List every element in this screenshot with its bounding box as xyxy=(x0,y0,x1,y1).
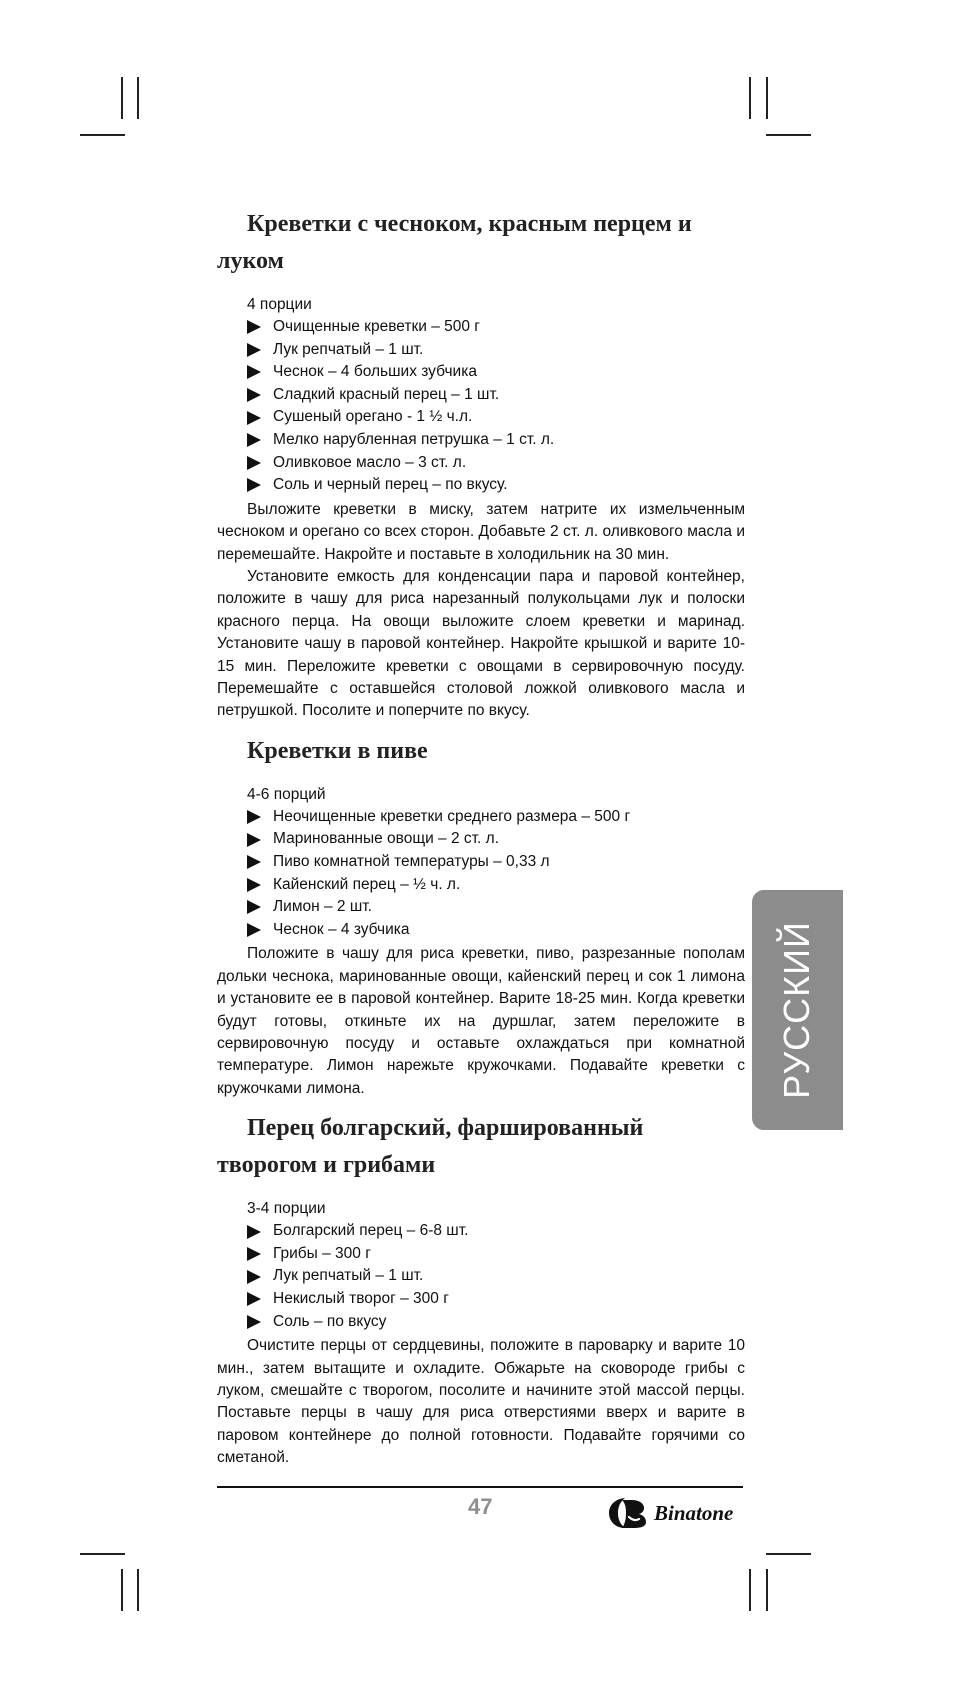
binatone-logo-icon xyxy=(608,1496,650,1530)
ingredient-item: Кайенский перец – ½ ч. л. xyxy=(247,874,745,897)
triangle-bullet-icon xyxy=(247,433,261,447)
ingredient-item: Неочищенные креветки среднего размера – 500 г xyxy=(247,806,745,829)
ingredient-item: Некислый творог – 300 г xyxy=(247,1288,745,1311)
ingredient-list xyxy=(247,806,745,942)
triangle-bullet-icon xyxy=(247,343,261,357)
triangle-bullet-icon xyxy=(247,1225,261,1239)
ingredient-item: Сушеный орегано - 1 ½ ч.л. xyxy=(247,406,745,429)
portions: 4 порции xyxy=(247,296,312,313)
ingredient-item: Болгарский перец – 6-8 шт. xyxy=(247,1220,745,1243)
recipe-stuffed-pepper xyxy=(217,1110,745,1469)
triangle-bullet-icon xyxy=(247,456,261,470)
portions: 3-4 порции xyxy=(247,1200,326,1218)
crop-mark xyxy=(80,134,125,136)
crop-mark xyxy=(766,1569,768,1611)
triangle-bullet-icon xyxy=(247,878,261,892)
footer-rule xyxy=(217,1486,743,1488)
ingredient-item: Оливковое масло – 3 ст. л. xyxy=(247,452,745,475)
crop-mark xyxy=(121,77,123,119)
triangle-bullet-icon xyxy=(247,365,261,379)
ingredient-item: Соль – по вкусу xyxy=(247,1311,745,1334)
page-content xyxy=(217,206,745,1470)
triangle-bullet-icon xyxy=(247,1292,261,1306)
ingredient-list xyxy=(247,316,745,497)
triangle-bullet-icon xyxy=(247,810,261,824)
recipe-title: Перец болгарский, фаршированный творогом и грибами xyxy=(217,1115,644,1179)
instruction-paragraph: Установите емкость для конденсации пара и паровой контейнер, положите в чашу для риса нарезанный полукольцами лук и полоски красного перца. На овощи выложите слоем креветки и маринад. Установите чашу в паровой контейнер. Накройте крышкой и варите 10-15 мин. Переложите креветки с овощами в сервировочную посуду. Перемешайте с оставшейся столовой ложкой оливкового масла и петрушкой. Посолите и поперчите по вкусу. xyxy=(217,567,745,720)
crop-mark xyxy=(766,77,768,119)
recipe-title: Креветки с чесноком, красным перцем и луком xyxy=(217,211,692,274)
portions: 4-6 порций xyxy=(247,785,326,803)
triangle-bullet-icon xyxy=(247,855,261,869)
triangle-bullet-icon xyxy=(247,900,261,914)
ingredient-item: Грибы – 300 г xyxy=(247,1243,745,1266)
triangle-bullet-icon xyxy=(247,388,261,402)
crop-mark xyxy=(137,1569,139,1611)
crop-mark xyxy=(80,1553,125,1555)
ingredient-item: Мелко нарубленная петрушка – 1 ст. л. xyxy=(247,429,745,452)
crop-mark xyxy=(766,1553,811,1555)
crop-mark xyxy=(121,1569,123,1611)
ingredient-item: Пиво комнатной температуры – 0,33 л xyxy=(247,851,745,874)
triangle-bullet-icon xyxy=(247,1247,261,1261)
triangle-bullet-icon xyxy=(247,833,261,847)
triangle-bullet-icon xyxy=(247,1315,261,1329)
recipe-shrimp-beer xyxy=(217,733,745,1100)
instruction-paragraph: Выложите креветки в миску, затем натрите их измельченным чесноком и орегано со всех сторон. Добавьте 2 ст. л. оливкового масла и перемешайте. Накройте и поставьте в холодильник на 30 мин. xyxy=(217,500,745,563)
instruction-paragraph: Положите в чашу для риса креветки, пиво, разрезанные пополам дольки чеснока, маринованные овощи, кайенский перец и сок 1 лимона и установите ее в паровой контейнер. Варите 18-25 мин. Когда креветки будут готовы, откиньте их на дуршлаг, затем переложите в сервировочную посуду и оставьте охлаждаться при комнатной температуре. Лимон нарежьте кружочками. Подавайте креветки с кружочками лимона. xyxy=(217,945,745,1097)
triangle-bullet-icon xyxy=(247,320,261,334)
ingredient-item: Чеснок – 4 больших зубчика xyxy=(247,361,745,384)
language-tab xyxy=(752,890,843,1130)
brand-logo xyxy=(608,1496,733,1530)
triangle-bullet-icon xyxy=(247,923,261,937)
ingredient-item: Маринованные овощи – 2 ст. л. xyxy=(247,828,745,851)
ingredient-item: Сладкий красный перец – 1 шт. xyxy=(247,384,745,407)
ingredient-item: Лимон – 2 шт. xyxy=(247,896,745,919)
ingredient-item: Очищенные креветки – 500 г xyxy=(247,316,745,339)
instruction-paragraph: Очистите перцы от сердцевины, положите в пароварку и варите 10 мин., затем вытащите и охладите. Обжарьте на сковороде грибы с луком, смешайте с творогом, посолите и начините этой массой перцы. Поставьте перцы в чашу для риса отверстиями вверх и варите в паровом контейнере до полной готовности. Подавайте горячими со сметаной. xyxy=(217,1337,745,1467)
ingredient-item: Лук репчатый – 1 шт. xyxy=(247,339,745,362)
crop-mark xyxy=(749,77,751,119)
page-number: 47 xyxy=(468,1494,493,1519)
recipe-title: Креветки в пиве xyxy=(247,737,428,764)
triangle-bullet-icon xyxy=(247,1270,261,1284)
recipe-shrimp-garlic xyxy=(217,206,745,723)
crop-mark xyxy=(137,77,139,119)
triangle-bullet-icon xyxy=(247,411,261,425)
ingredient-item: Соль и черный перец – по вкусу. xyxy=(247,474,745,497)
ingredient-item: Лук репчатый – 1 шт. xyxy=(247,1265,745,1288)
crop-mark xyxy=(766,134,811,136)
crop-mark xyxy=(749,1569,751,1611)
triangle-bullet-icon xyxy=(247,478,261,492)
language-tab-label: РУССКИЙ xyxy=(776,921,817,1099)
ingredient-list xyxy=(247,1220,745,1333)
ingredient-item: Чеснок – 4 зубчика xyxy=(247,919,745,942)
brand-name: Binatone xyxy=(654,1500,734,1525)
